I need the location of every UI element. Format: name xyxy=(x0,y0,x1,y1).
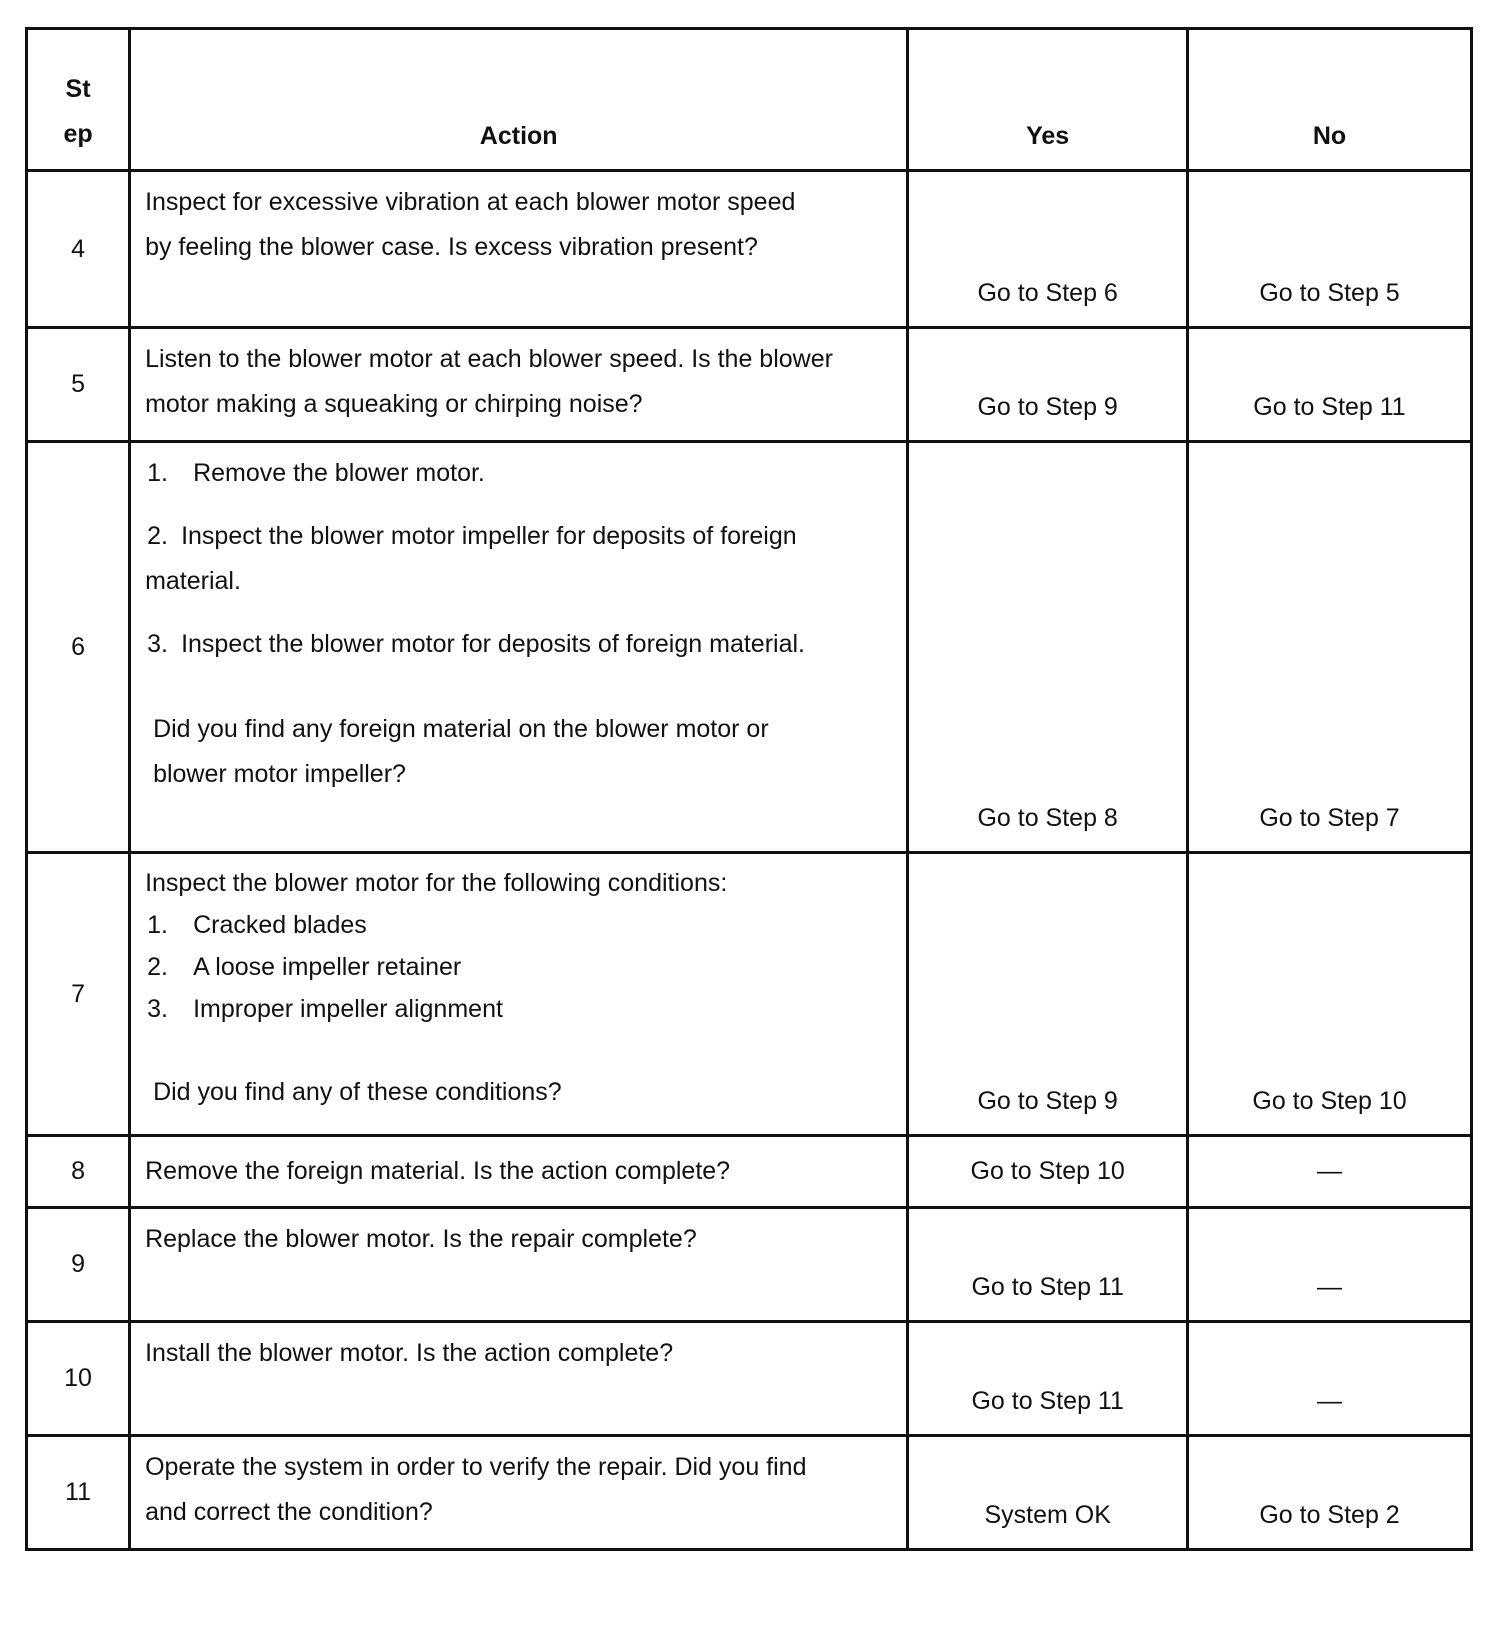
step-number: 11 xyxy=(27,1436,130,1550)
list-item xyxy=(145,451,816,496)
table-row xyxy=(27,442,1472,853)
action-text: Inspect for excessive vibration at each blower motor speed by feeling the blower case. Is excess vibration present? xyxy=(145,188,796,261)
header-step-line2: ep xyxy=(63,120,93,148)
header-step xyxy=(27,29,130,171)
list-item xyxy=(145,904,894,946)
step-number: 8 xyxy=(27,1136,130,1208)
yes-cell: Go to Step 6 xyxy=(908,171,1188,328)
list-item xyxy=(145,514,816,604)
no-cell: Go to Step 5 xyxy=(1188,171,1472,328)
action-cell xyxy=(130,1136,908,1208)
action-cell xyxy=(130,1436,908,1550)
action-cell xyxy=(130,442,908,853)
no-cell: Go to Step 2 xyxy=(1188,1436,1472,1550)
action-cell xyxy=(130,1322,908,1436)
table-row xyxy=(27,1322,1472,1436)
step-number: 9 xyxy=(27,1208,130,1322)
action-cell xyxy=(130,171,908,328)
list-item xyxy=(145,622,816,667)
action-text: Operate the system in order to verify the repair. Did you find and correct the condition? xyxy=(145,1453,807,1526)
item-text: Remove the blower motor. xyxy=(193,459,485,487)
item-text: Inspect the blower motor impeller for deposits of foreign material. xyxy=(145,522,797,595)
action-text: Remove the foreign material. Is the action complete? xyxy=(145,1157,731,1185)
action-text: Replace the blower motor. Is the repair complete? xyxy=(145,1225,697,1253)
item-text: Cracked blades xyxy=(193,911,367,939)
no-cell: Go to Step 11 xyxy=(1188,328,1472,442)
diagnostic-table xyxy=(25,27,1473,1551)
step-number: 5 xyxy=(27,328,130,442)
action-cell xyxy=(130,1208,908,1322)
yes-cell: Go to Step 9 xyxy=(908,328,1188,442)
item-number: 1. xyxy=(147,911,168,939)
table-row xyxy=(27,1136,1472,1208)
item-number: 2. xyxy=(147,522,168,550)
header-row xyxy=(27,29,1472,171)
header-no: No xyxy=(1188,29,1472,171)
yes-cell: Go to Step 11 xyxy=(908,1208,1188,1322)
no-cell: — xyxy=(1188,1322,1472,1436)
no-cell: Go to Step 7 xyxy=(1188,442,1472,853)
action-text: Install the blower motor. Is the action complete? xyxy=(145,1339,674,1367)
header-yes: Yes xyxy=(908,29,1188,171)
yes-cell: Go to Step 10 xyxy=(908,1136,1188,1208)
table-row xyxy=(27,1436,1472,1550)
no-cell: — xyxy=(1188,1208,1472,1322)
item-text: A loose impeller retainer xyxy=(193,953,462,981)
action-cell xyxy=(130,328,908,442)
header-action: Action xyxy=(130,29,908,171)
item-number: 3. xyxy=(147,995,168,1023)
table-row xyxy=(27,1208,1472,1322)
yes-cell: System OK xyxy=(908,1436,1188,1550)
item-number: 2. xyxy=(147,953,168,981)
step-number: 4 xyxy=(27,171,130,328)
step-number: 6 xyxy=(27,442,130,853)
action-cell xyxy=(130,853,908,1136)
header-step-line1: St xyxy=(65,75,91,103)
table-row xyxy=(27,171,1472,328)
intro-text: Inspect the blower motor for the following conditions: xyxy=(145,869,728,897)
item-number: 3. xyxy=(147,630,168,658)
item-text: Improper impeller alignment xyxy=(193,995,503,1023)
step-number: 10 xyxy=(27,1322,130,1436)
table-row xyxy=(27,328,1472,442)
list-item xyxy=(145,988,894,1030)
question-text: Did you find any of these conditions? xyxy=(153,1078,562,1106)
table-row xyxy=(27,853,1472,1136)
yes-cell: Go to Step 11 xyxy=(908,1322,1188,1436)
no-cell: — xyxy=(1188,1136,1472,1208)
no-cell: Go to Step 10 xyxy=(1188,853,1472,1136)
action-text: Listen to the blower motor at each blower speed. Is the blower motor making a squeaking or chirping noise? xyxy=(145,345,833,418)
item-number: 1. xyxy=(147,459,168,487)
yes-cell: Go to Step 8 xyxy=(908,442,1188,853)
question-text: Did you find any foreign material on the blower motor or blower motor impeller? xyxy=(153,715,769,788)
list-item xyxy=(145,946,894,988)
yes-cell: Go to Step 9 xyxy=(908,853,1188,1136)
item-text: Inspect the blower motor for deposits of foreign material. xyxy=(181,630,805,658)
step-number: 7 xyxy=(27,853,130,1136)
